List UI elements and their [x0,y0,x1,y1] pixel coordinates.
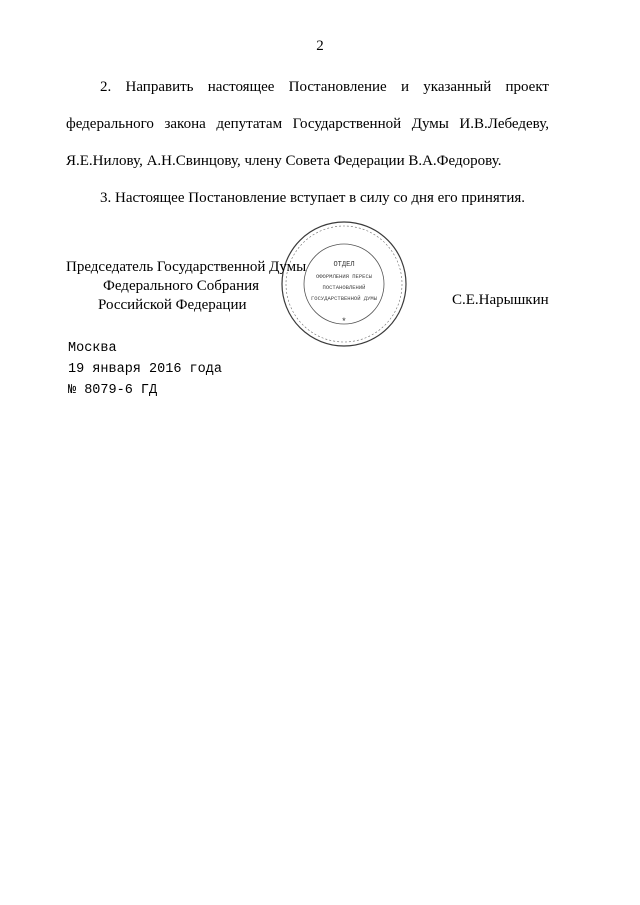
stamp-line-4: ГОСУДАРСТВЕННОЙ ДУМЫ [310,295,378,302]
signature-title-line-1: Председатель Государственной Думы [66,259,307,275]
stamp-line-2: ОФОРМЛЕНИЯ ПЕРЕСЫ [315,273,373,280]
footer-city: Москва [68,341,117,356]
paragraph-2-line-2: федерального закона депутатам Государственной Думы И.В.Лебедеву, [66,116,549,132]
footer-date: 19 января 2016 года [68,362,222,377]
signature-title-line-3: Российской Федерации [98,297,247,313]
svg-text:*: * [341,317,347,327]
paragraph-2-line-1: 2. Направить настоящее Постановление и указанный проект [100,79,549,95]
signature-title-line-2: Федерального Собрания [103,278,260,294]
document-footer [68,338,222,401]
signatory-name: С.Е.Нарышкин [452,292,549,308]
paragraph-3: 3. Настоящее Постановление вступает в силу со дня его принятия. [100,190,526,206]
stamp-line-1: ОТДЕЛ [333,261,355,269]
stamp-line-3: ПОСТАНОВЛЕНИЙ [322,284,366,291]
footer-number: № 8079-6 ГД [68,383,158,398]
page-number: 2 [316,38,324,54]
paragraph-2-line-3: Я.Е.Нилову, А.Н.Свинцову, члену Совета Федерации В.А.Федорову. [66,153,502,169]
signature-title [66,258,306,315]
